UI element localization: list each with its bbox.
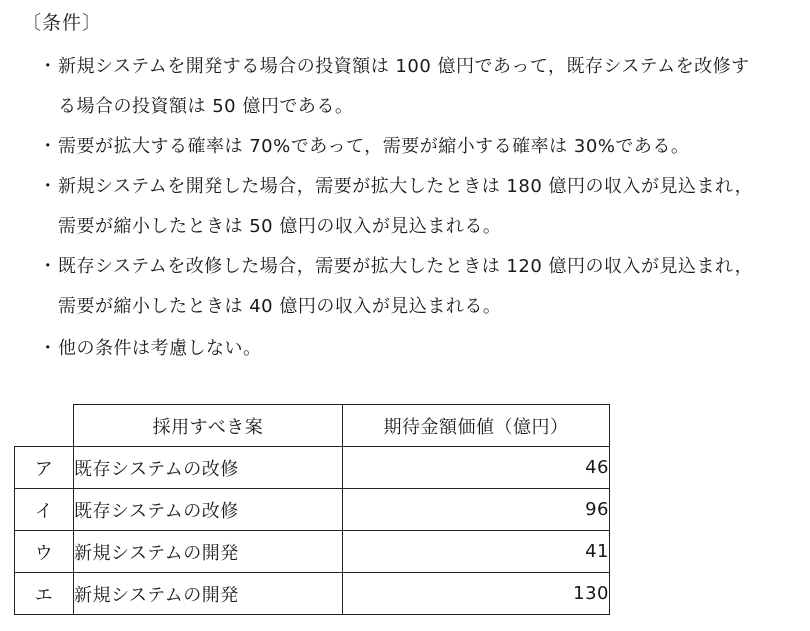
option-plan: 既存システムの改修 (74, 489, 343, 531)
condition-text: 新規システムを開発する場合の投資額は 100 億円であって，既存システムを改修す (58, 56, 750, 77)
option-plan: 新規システムの開発 (74, 573, 343, 615)
table-corner-cell (15, 405, 74, 447)
table-row (15, 447, 610, 489)
option-value: 130 (343, 573, 610, 615)
condition-1-line-2: る場合の投資額は 50 億円である。 (58, 96, 354, 117)
option-key: ウ (15, 531, 74, 573)
condition-2-line-1 (38, 134, 689, 160)
table-row (15, 531, 610, 573)
condition-4-line-1 (38, 254, 753, 280)
header-expected-value: 期待金額価値（億円） (343, 405, 610, 447)
option-plan: 既存システムの改修 (74, 447, 343, 489)
option-key: イ (15, 489, 74, 531)
condition-text: 新規システムを開発した場合，需要が拡大したときは 180 億円の収入が見込まれ， (58, 176, 754, 197)
bullet: ・ (38, 256, 58, 277)
condition-4-line-2: 需要が縮小したときは 40 億円の収入が見込まれる。 (58, 296, 502, 317)
condition-text: 他の条件は考慮しない。 (58, 338, 262, 359)
condition-3-line-2: 需要が縮小したときは 50 億円の収入が見込まれる。 (58, 216, 502, 237)
bullet: ・ (38, 338, 58, 359)
answer-options-table (14, 404, 610, 615)
condition-text: 既存システムを改修した場合，需要が拡大したときは 120 億円の収入が見込まれ， (58, 256, 754, 277)
option-key: エ (15, 573, 74, 615)
option-key: ア (15, 447, 74, 489)
option-plan: 新規システムの開発 (74, 531, 343, 573)
option-value: 46 (343, 447, 610, 489)
header-plan: 採用すべき案 (74, 405, 343, 447)
option-value: 96 (343, 489, 610, 531)
condition-3-line-1 (38, 174, 753, 200)
option-value: 41 (343, 531, 610, 573)
condition-1-line-1 (38, 54, 750, 80)
condition-5-line-1 (38, 336, 262, 362)
bullet: ・ (38, 176, 58, 197)
bullet: ・ (38, 56, 58, 77)
conditions-heading: 〔条件〕 (22, 12, 103, 34)
table-row (15, 573, 610, 615)
table-row (15, 489, 610, 531)
table-header-row (15, 405, 610, 447)
bullet: ・ (38, 136, 58, 157)
condition-text: 需要が拡大する確率は 70%であって，需要が縮小する確率は 30%である。 (58, 136, 690, 157)
